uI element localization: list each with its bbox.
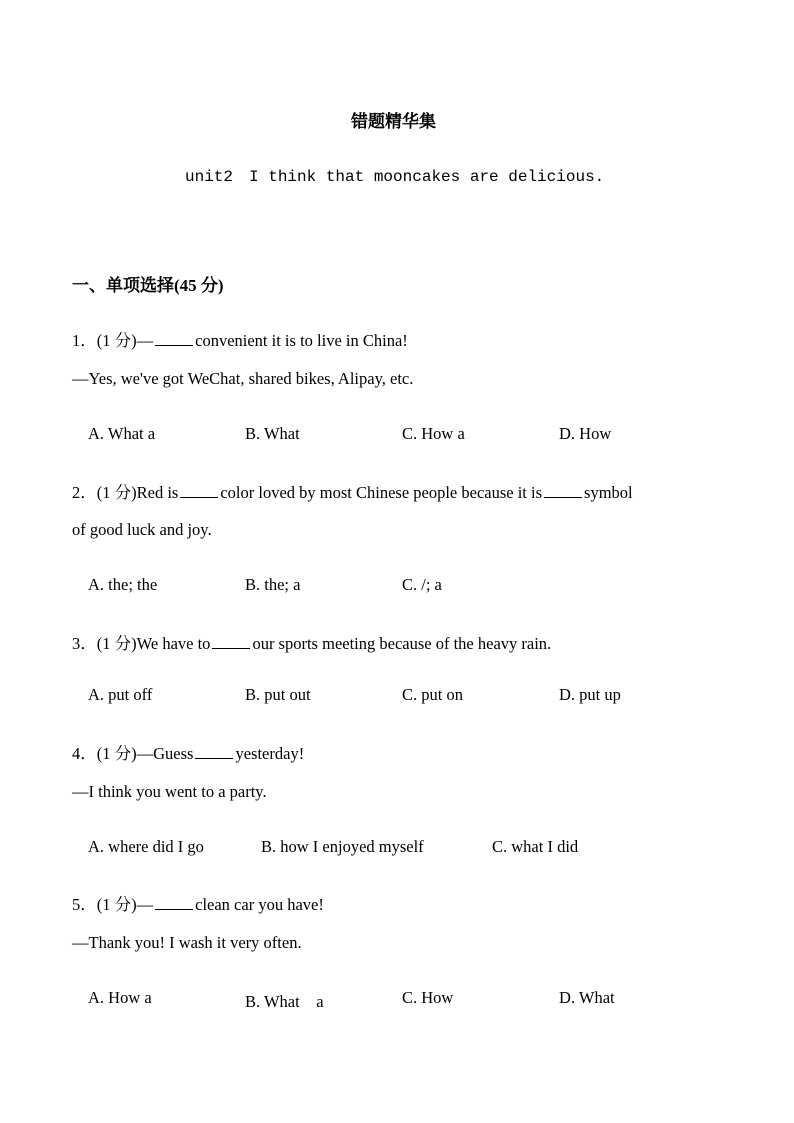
question-number: 3．: [72, 634, 97, 653]
question-score: (1 分): [96, 634, 137, 653]
question-4-line2: —I think you went to a party.: [72, 782, 267, 801]
option-a: A. where did I go: [88, 837, 204, 856]
question-3: [72, 630, 551, 654]
question-5: [72, 891, 324, 915]
question-2-line2: of good luck and joy.: [72, 520, 212, 539]
question-5-line2: —Thank you! I wash it very often.: [72, 933, 302, 952]
question-text: —: [136, 331, 154, 350]
option-c: C. put on: [402, 685, 463, 704]
question-score: (1 分): [96, 483, 137, 502]
answer-blank: [212, 647, 250, 649]
option-d: D. How: [559, 424, 612, 443]
option-b: B. What: [245, 424, 300, 443]
answer-blank: [544, 496, 582, 498]
question-number: 1．: [72, 331, 97, 350]
question-1: [72, 327, 408, 351]
question-4: [72, 740, 304, 764]
page-title: 错题精华集: [351, 112, 436, 131]
option-b: B. What a: [245, 992, 324, 1011]
option-c: C. what I did: [492, 837, 579, 856]
option-a: A. the; the: [88, 575, 158, 594]
option-c: C. /; a: [402, 575, 442, 594]
option-d: D. What: [559, 988, 615, 1007]
option-a: A. What a: [88, 424, 156, 443]
option-d: D. put up: [559, 685, 621, 704]
question-text: convenient it is to live in China!: [195, 331, 408, 350]
unit-subtitle: unit2 I think that mooncakes are delicious.: [185, 168, 605, 186]
answer-blank: [155, 344, 193, 346]
question-text: —Guess: [136, 744, 194, 763]
question-text: clean car you have!: [195, 895, 324, 914]
question-text: symbol: [584, 483, 633, 502]
answer-blank: [180, 496, 218, 498]
option-b: B. put out: [245, 685, 311, 704]
question-text: —: [136, 895, 154, 914]
question-text: Red is: [136, 483, 179, 502]
question-1-line2: —Yes, we've got WeChat, shared bikes, Alipay, etc.: [72, 369, 414, 388]
question-text: We have to: [136, 634, 211, 653]
question-text: yesterday!: [235, 744, 305, 763]
question-number: 2．: [72, 483, 97, 502]
question-text: color loved by most Chinese people because it is: [220, 483, 543, 502]
option-b: B. the; a: [245, 575, 301, 594]
option-b: B. how I enjoyed myself: [261, 837, 424, 856]
question-2: [72, 479, 633, 503]
question-text: our sports meeting because of the heavy rain.: [252, 634, 552, 653]
option-c: C. How a: [402, 424, 465, 443]
option-a: A. How a: [88, 988, 152, 1007]
question-number: 4．: [72, 744, 97, 763]
question-score: (1 分): [96, 744, 137, 763]
question-score: (1 分): [96, 331, 137, 350]
question-score: (1 分): [96, 895, 137, 914]
section-heading: 一、单项选择(45 分): [72, 276, 224, 295]
question-number: 5．: [72, 895, 97, 914]
answer-blank: [195, 757, 233, 759]
option-a: A. put off: [88, 685, 153, 704]
option-c: C. How: [402, 988, 454, 1007]
answer-blank: [155, 908, 193, 910]
